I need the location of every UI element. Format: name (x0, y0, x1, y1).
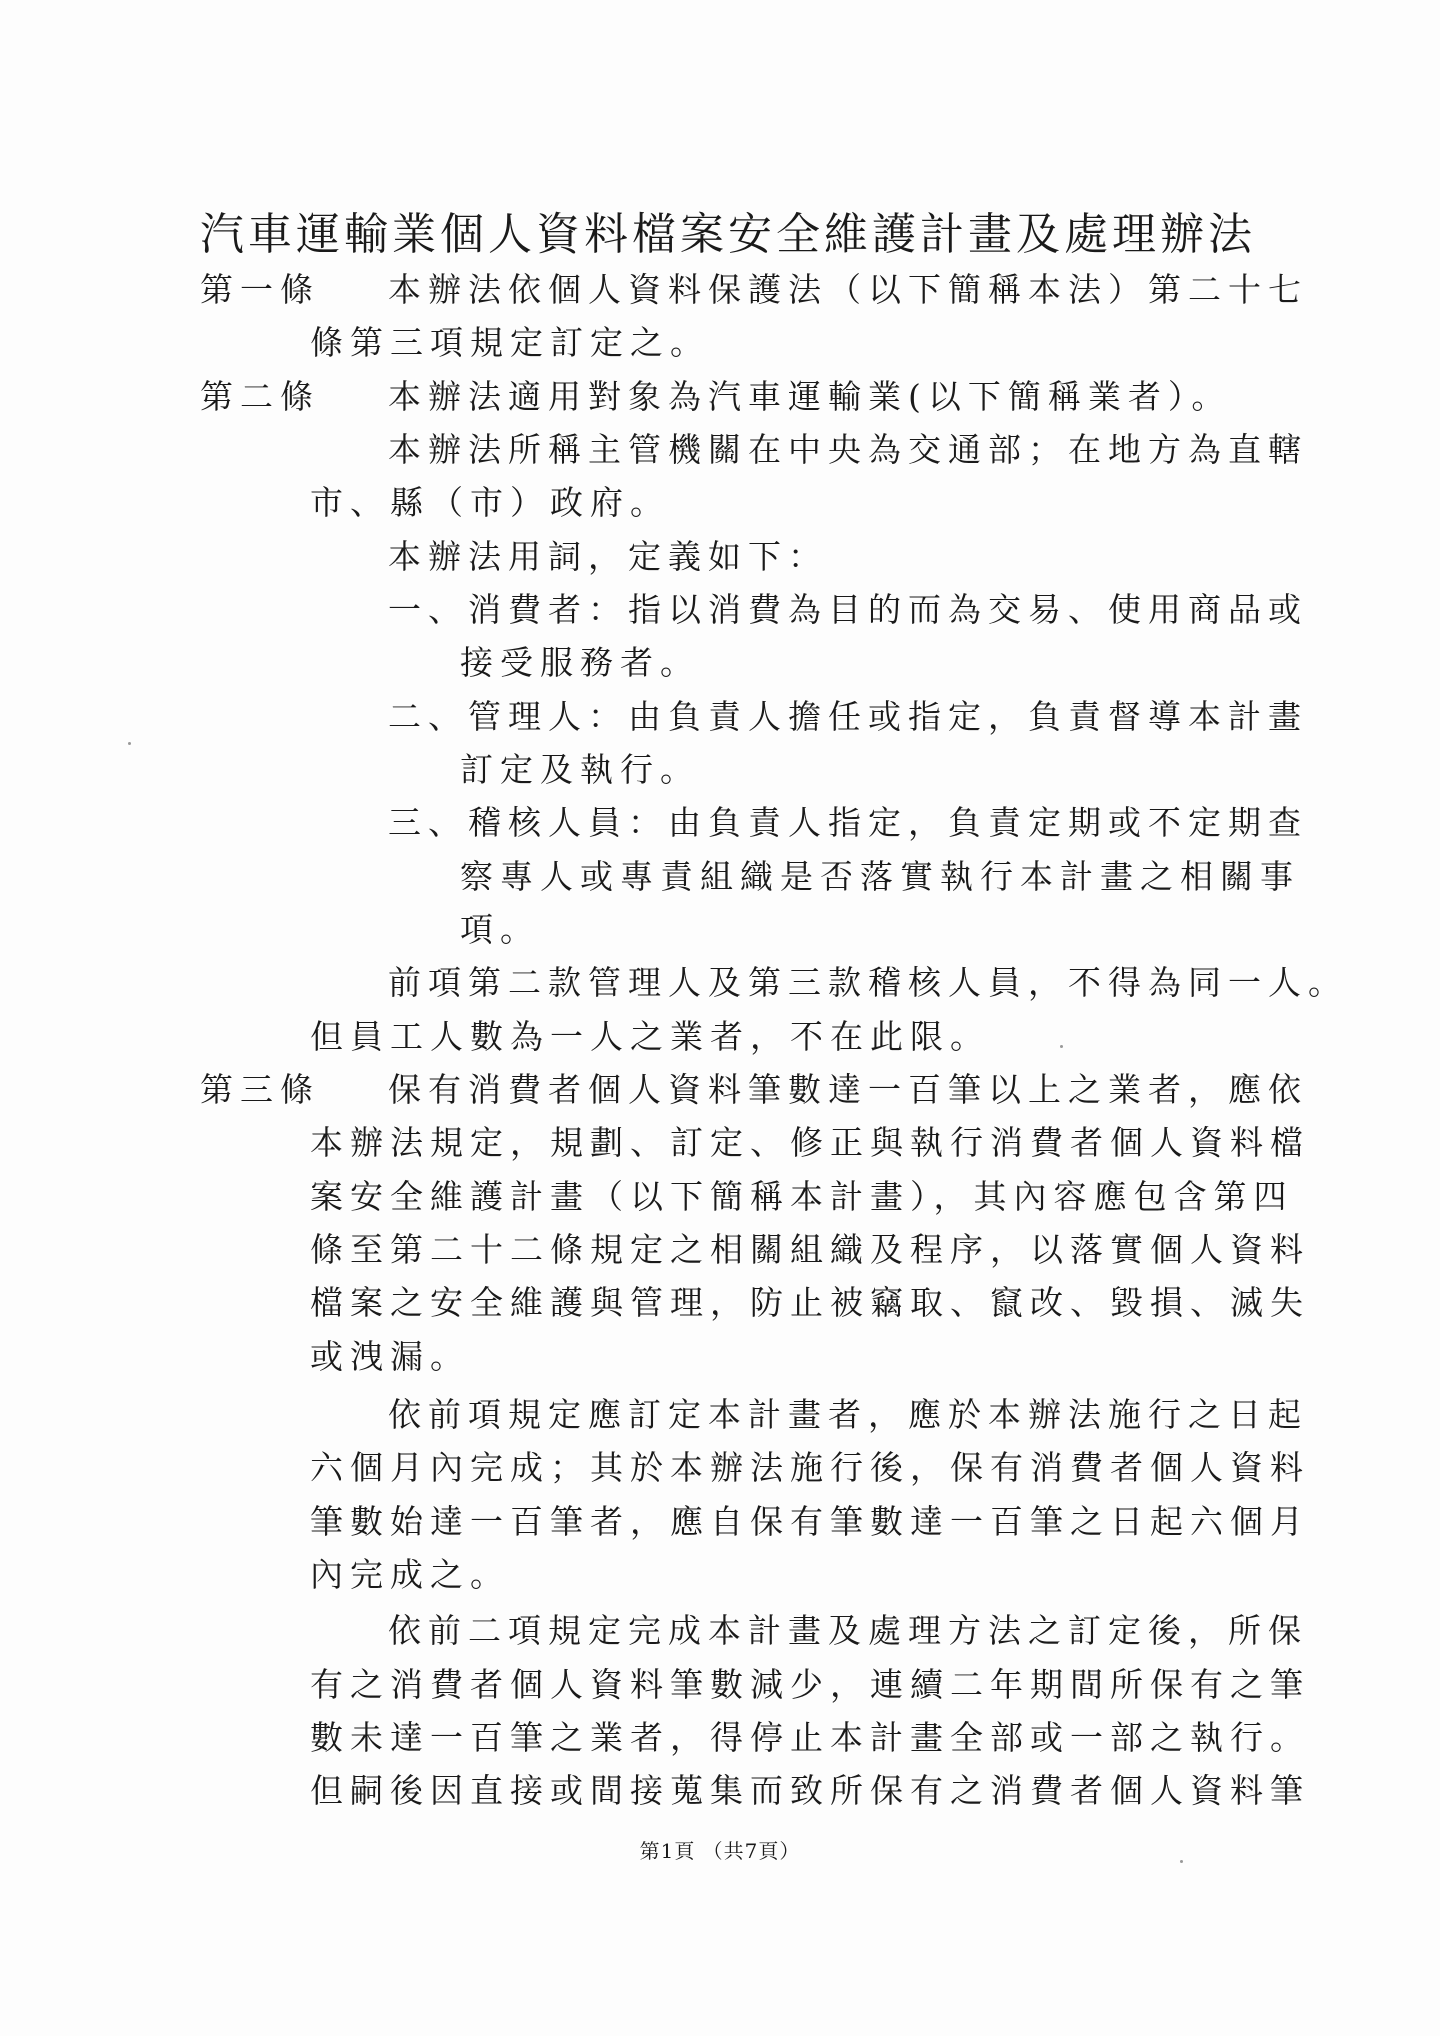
article-1-line-1: 本辦法依個人資料保護法（以下簡稱本法）第二十七 (388, 270, 1308, 309)
article-2-label: 第二條 (200, 377, 320, 416)
article-3-line-3: 案安全維護計畫（以下簡稱本計畫），其內容應包含第四 (310, 1177, 1294, 1216)
article-3-line-1: 保有消費者個人資料筆數達一百筆以上之業者，應依 (388, 1070, 1308, 1109)
article-3-line-5: 檔案之安全維護與管理，防止被竊取、竄改、毀損、滅失 (310, 1283, 1310, 1322)
article-2-line-3: 市、縣（市）政府。 (310, 483, 670, 522)
article-2-line-10: 察專人或專責組織是否落實執行本計畫之相關事 (460, 857, 1300, 896)
article-1-line-2: 條第三項規定訂定之。 (310, 323, 710, 362)
article-3-line-14: 但嗣後因直接或間接蒐集而致所保有之消費者個人資料筆 (310, 1771, 1310, 1810)
article-2-line-5: 一、消費者：指以消費為目的而為交易、使用商品或 (388, 590, 1308, 629)
article-2-line-9: 三、稽核人員：由負責人指定，負責定期或不定期查 (388, 803, 1308, 842)
article-2-line-12: 前項第二款管理人及第三款稽核人員，不得為同一人。 (388, 963, 1348, 1002)
article-2-line-1: 本辦法適用對象為汽車運輸業(以下簡稱業者）。 (388, 377, 1232, 416)
article-3-line-12: 有之消費者個人資料筆數減少，連續二年期間所保有之筆 (310, 1665, 1310, 1704)
scan-speck (128, 742, 131, 745)
article-2-line-8: 訂定及執行。 (460, 750, 700, 789)
article-3-line-2: 本辦法規定，規劃、訂定、修正與執行消費者個人資料檔 (310, 1123, 1310, 1162)
article-2-line-6: 接受服務者。 (460, 643, 700, 682)
article-3-line-8: 六個月內完成；其於本辦法施行後，保有消費者個人資料 (310, 1448, 1310, 1487)
article-2-line-7: 二、管理人：由負責人擔任或指定，負責督導本計畫 (388, 697, 1308, 736)
article-2-line-4: 本辦法用詞，定義如下： (388, 537, 828, 576)
scan-speck (1060, 1045, 1063, 1048)
article-3-line-6: 或洩漏。 (310, 1337, 470, 1376)
article-3-line-7: 依前項規定應訂定本計畫者，應於本辦法施行之日起 (388, 1395, 1308, 1434)
article-3-line-9: 筆數始達一百筆者，應自保有筆數達一百筆之日起六個月 (310, 1502, 1310, 1541)
document-title: 汽車運輸業個人資料檔案安全維護計畫及處理辦法 (200, 209, 1256, 260)
page-number-footer: 第1頁 （共7頁） (639, 1839, 801, 1863)
article-3-line-4: 條至第二十二條規定之相關組織及程序，以落實個人資料 (310, 1230, 1310, 1269)
article-2-line-13: 但員工人數為一人之業者，不在此限。 (310, 1017, 990, 1056)
article-1-label: 第一條 (200, 270, 320, 309)
article-3-line-11: 依前二項規定完成本計畫及處理方法之訂定後，所保 (388, 1611, 1308, 1650)
scan-speck (1180, 1860, 1183, 1863)
article-3-label: 第三條 (200, 1070, 320, 1109)
article-2-line-11: 項。 (460, 910, 540, 949)
article-2-line-2: 本辦法所稱主管機關在中央為交通部；在地方為直轄 (388, 430, 1308, 469)
article-3-line-13: 數未達一百筆之業者，得停止本計畫全部或一部之執行。 (310, 1718, 1310, 1757)
article-3-line-10: 內完成之。 (310, 1555, 510, 1594)
